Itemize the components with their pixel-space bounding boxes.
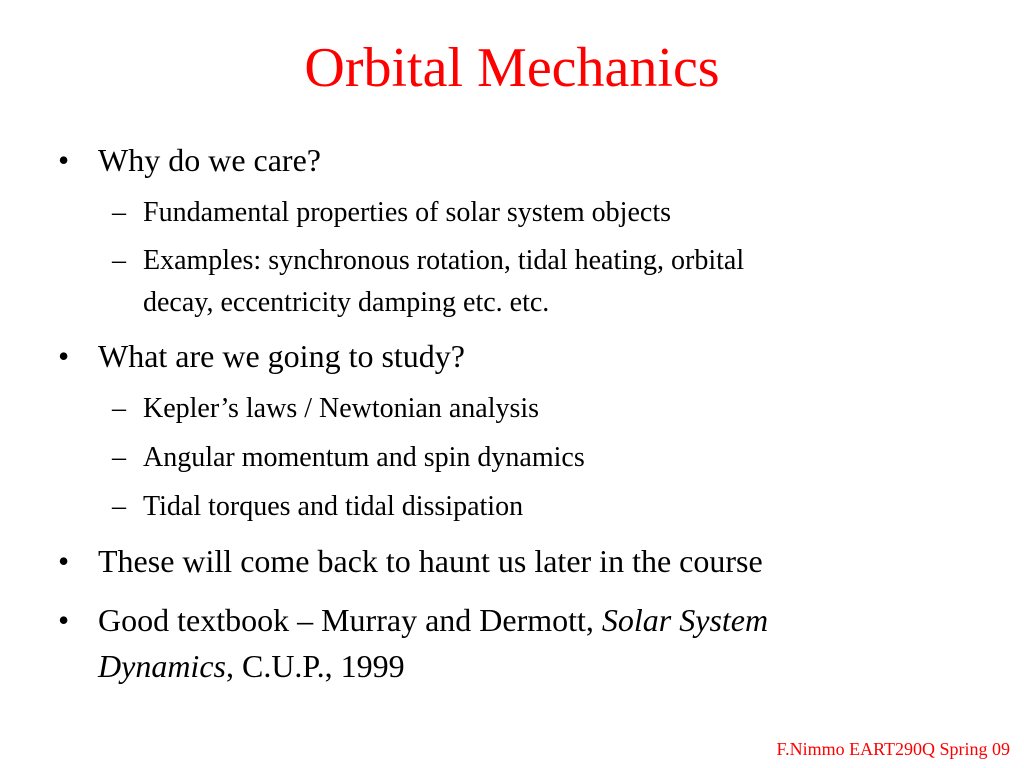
textbook-title-part-1: Solar System (601, 602, 769, 638)
bullet-marker: • (58, 602, 70, 638)
textbook-prefix: Good textbook – Murray and Dermott, (98, 602, 602, 638)
slide-footer: F.Nimmo EART290Q Spring 09 (776, 739, 1010, 759)
sub-bullet-text-line-1: Examples: synchronous rotation, tidal heating, orbital (143, 245, 745, 276)
bullet-text: These will come back to haunt us later in the course (98, 543, 763, 579)
sub-bullet-text: Fundamental properties of solar system objects (143, 197, 671, 228)
dash-marker: – (112, 197, 126, 228)
textbook-title-part-2: Dynamics (98, 648, 226, 684)
sub-bullet-text: Angular momentum and spin dynamics (143, 442, 585, 473)
dash-marker: – (112, 245, 126, 276)
sub-bullet-text: Kepler’s laws / Newtonian analysis (143, 393, 540, 424)
bullet-text-line-2 (98, 646, 958, 686)
dash-marker: – (112, 491, 126, 522)
bullet-text: What are we going to study? (98, 338, 465, 374)
bullet-marker: • (58, 338, 70, 374)
slide-title: Orbital Mechanics (304, 37, 720, 99)
dash-marker: – (112, 393, 126, 424)
dash-marker: – (112, 442, 126, 473)
bullet-marker: • (58, 142, 70, 178)
textbook-suffix: , C.U.P., 1999 (225, 648, 405, 684)
bullet-text-line-1 (98, 600, 958, 640)
sub-bullet-text: Tidal torques and tidal dissipation (143, 491, 524, 522)
bullet-marker: • (58, 543, 70, 579)
bullet-text: Why do we care? (98, 142, 321, 178)
sub-bullet-text-line-2: decay, eccentricity damping etc. etc. (143, 287, 550, 318)
